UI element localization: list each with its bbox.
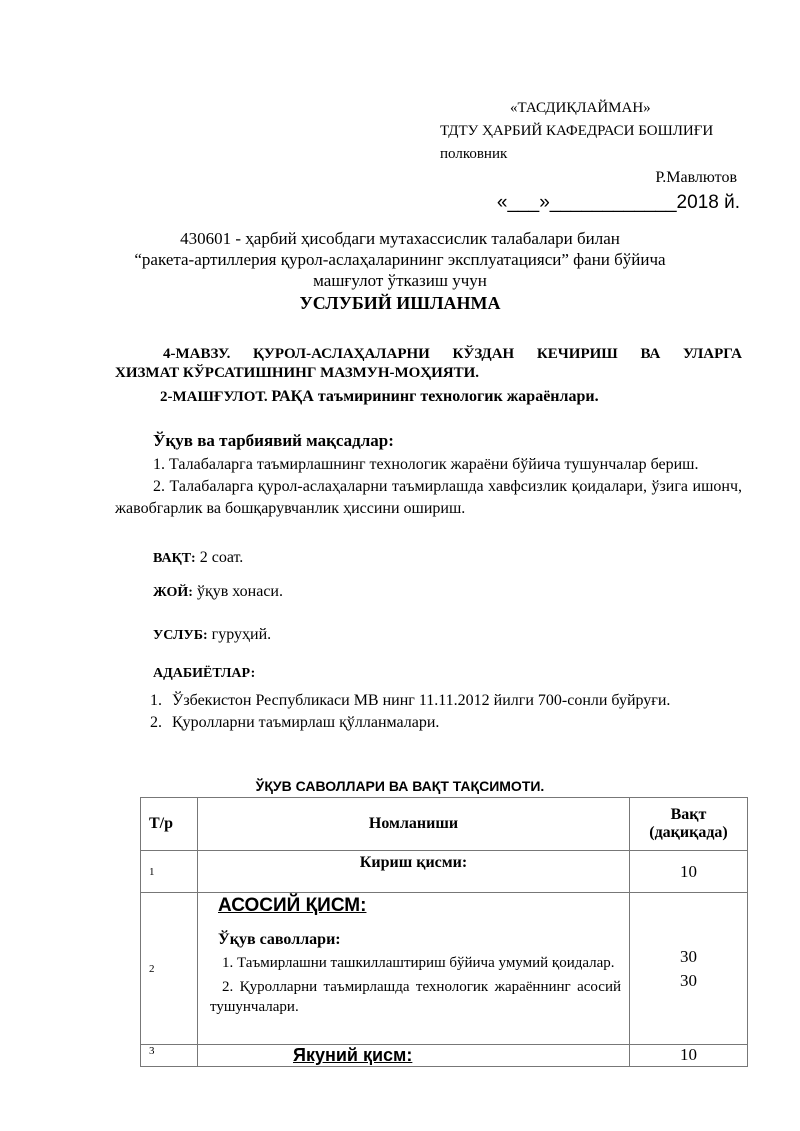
title-main: УСЛУБИЙ ИШЛАНМА	[299, 293, 501, 313]
table-row	[141, 893, 748, 1045]
method-value: гуруҳий.	[211, 626, 272, 643]
header-name: Номланиши	[198, 798, 630, 851]
row-num: 3	[141, 1045, 198, 1067]
table-row	[141, 1045, 748, 1067]
lesson-prefix: 2-МАШҒУЛОТ.	[160, 389, 268, 405]
main-section-heading: АСОСИЙ ҚИСМ:	[218, 895, 367, 916]
header-num: Т/р	[141, 798, 198, 851]
row-time: 10	[630, 1045, 748, 1067]
question-2-time: 30	[680, 970, 697, 990]
row-content	[198, 893, 630, 1045]
row-name: Якуний қисм:	[198, 1045, 630, 1067]
reference-number: 1.	[150, 692, 162, 709]
goal-item-2: 2. Талабаларга қурол-аслаҳаларни таъмирлашда хавфсизлик қоидалари, ўзига ишонч, жавобгарлик ва бошқарувчанлик ҳиссини ошириш.	[115, 478, 742, 517]
method-field	[153, 626, 271, 644]
title-line-3: машғулот ўтказиш учун	[313, 271, 487, 290]
row-name: Кириш қисми:	[198, 851, 630, 893]
table-row	[141, 851, 748, 893]
question-1-time: 30	[680, 946, 697, 966]
reference-text: Қуролларни таъмирлаш қўлланмалари.	[172, 714, 440, 731]
header-time-line-1: Вақт	[670, 806, 707, 823]
time-label: ВАҚТ:	[153, 551, 196, 566]
references-list	[150, 690, 742, 734]
place-label: ЖОЙ:	[153, 585, 193, 600]
row-time	[630, 893, 748, 1045]
row-time: 10	[630, 851, 748, 893]
row-num: 2	[141, 893, 198, 1045]
reference-text: Ўзбекистон Республикаси МВ нинг 11.11.2012 йилги 700-сонли буйруғи.	[172, 692, 671, 709]
approval-name: Р.Мавлютов	[655, 169, 737, 186]
goals-section	[115, 430, 742, 520]
time-field	[153, 549, 243, 567]
reference-item	[150, 712, 742, 734]
approval-heading: «ТАСДИҚЛАЙМАН»	[510, 100, 651, 116]
topic-line-2: ХИЗМАТ КЎРСАТИШНИНГ МАЗМУН-МОҲИЯТИ.	[115, 365, 480, 381]
document-title	[110, 228, 690, 314]
schedule-table	[140, 797, 748, 1067]
approval-department: ТДТУ ҲАРБИЙ КАФЕДРАСИ БОШЛИҒИ	[440, 123, 714, 139]
reference-number: 2.	[150, 714, 162, 731]
approval-date: «___»____________2018 й.	[496, 192, 740, 213]
table-header-row	[141, 798, 748, 851]
references-heading: АДАБИЁТЛАР:	[153, 666, 256, 681]
place-field	[153, 583, 283, 601]
question-1: 1. Таъмирлашни ташкиллаштириш бўйича умумий қоидалар.	[222, 955, 615, 971]
goals-heading: Ўқув ва тарбиявий мақсадлар:	[153, 431, 394, 450]
header-time-line-2: (дақиқада)	[649, 824, 728, 841]
lesson-title: РАҚА таъмирининг технологик жараёнлари.	[271, 388, 599, 405]
title-line-2: “ракета-артиллерия қурол-аслаҳаларининг эксплуатацияси” фани бўйича	[134, 250, 666, 269]
topic-line-1: 4-МАВЗУ. ҚУРОЛ-АСЛАҲАЛАРНИ КЎЗДАН КЕЧИРИШ ВА УЛАРГА	[163, 346, 742, 362]
row-num: 1	[141, 851, 198, 893]
approval-block	[440, 97, 740, 214]
lesson-heading	[160, 388, 599, 406]
goal-item-1: 1. Талабаларга таъмирлашнинг технологик жараёни бўйича тушунчалар бериш.	[153, 456, 699, 473]
method-label: УСЛУБ:	[153, 628, 208, 643]
approval-rank: полковник	[440, 146, 508, 162]
header-time	[630, 798, 748, 851]
reference-item	[150, 690, 742, 712]
question-2: 2. Қуролларни таъмирлашда технологик жараённинг асосий тушунчалари.	[210, 979, 621, 1015]
questions-heading: Ўқув саволлари:	[218, 931, 341, 948]
table-caption: ЎҚУВ САВОЛЛАРИ ВА ВАҚТ ТАҚСИМОТИ.	[255, 778, 545, 794]
time-value: 2 соат.	[199, 549, 244, 566]
title-line-1: 430601 - ҳарбий ҳисобдаги мутахассислик талабалари билан	[180, 229, 620, 248]
topic-heading	[115, 344, 742, 365]
place-value: ўқув хонаси.	[196, 583, 283, 600]
